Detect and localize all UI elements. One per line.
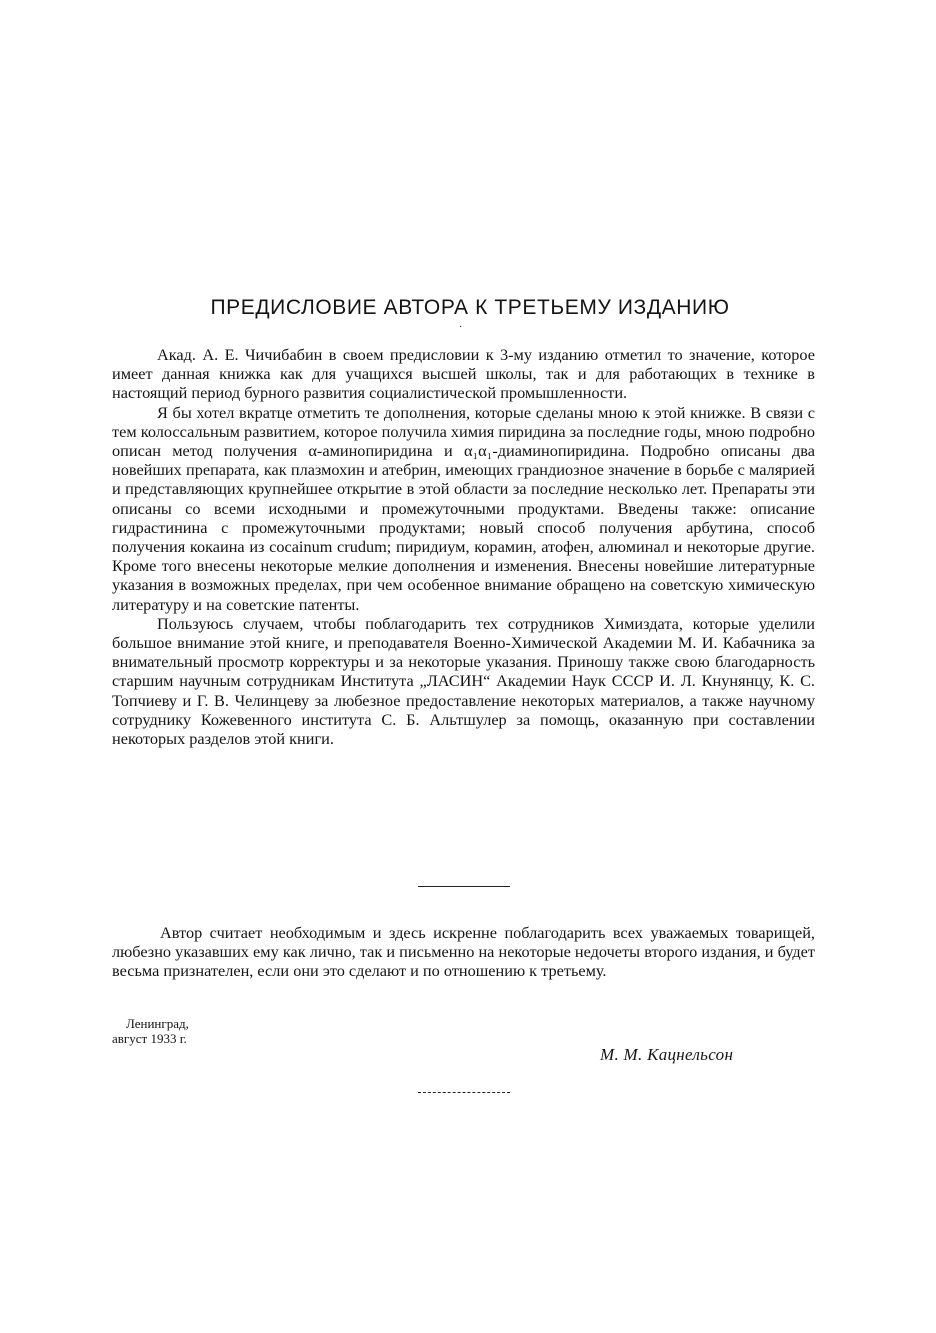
- page-title: ПРЕДИСЛОВИЕ АВТОРА К ТРЕТЬЕМУ ИЗДАНИЮ: [210, 296, 730, 319]
- paragraph-1: Акад. А. Е. Чичибабин в своем предисловии к 3-му изданию отметил то значение, которое имеет данная книжка как для учащихся высшей школы, так и для работающих в технике в настоящий период бурного развития социалистической промышленности.: [112, 345, 815, 403]
- end-divider: [418, 1092, 510, 1093]
- date: август 1933 г.: [112, 1031, 187, 1046]
- paragraph-3: Пользуюсь случаем, чтобы поблагодарить тех сотрудников Химиздата, которые уделили большое внимание этой книге, и преподавателя Военно-Химической Академии М. И. Кабачника за внимательный просмотр корректуры и за некоторые указания. Приношу также свою благодарность старшим научным сотрудникам Института „ЛАСИН“ Академии Наук СССР И. Л. Кнунянцу, К. С. Топчиеву и Г. В. Челинцеву за любезное предоставление некоторых материалов, а также научному сотруднику Кожевенного института С. Б. Альтшулер за помощь, оказанную при составлении некоторых разделов этой книги.: [112, 613, 815, 749]
- paragraph-2: Я бы хотел вкратце отметить те дополнения, которые сделаны мною к этой книжке. В связи с тем колоссальным развитием, которое получила химия пиридина за последние годы, мною подробно описан метод получения α-аминопиридина и α₁α₁-диаминопиридина. Подробно описаны два новейших препарата, как плазмохин и атебрин, имеющих грандиозное значение в борьбе с малярией и представляющих крупнейшее открытие в этой области за последние несколько лет. Препараты эти описаны со всеми исходными и промежуточными продуктами. Введены также: описание гидрастинина с промежуточными продуктами; новый способ получения арбутина, способ получения кокаина из cocainum crudum; пиридиум, корамин, атофен, алюминал и некоторые другие. Кроме того внесены некоторые мелкие дополнения и изменения. Внесены новейшие литературные указания в возможных пределах, при чем особенное внимание обращено на советскую химическую литературу и на советские патенты.: [112, 402, 815, 614]
- title-dot-ornament: ·: [459, 322, 463, 333]
- place-and-date: [112, 1016, 189, 1046]
- author-signature: М. М. Кацнельсон: [600, 1045, 734, 1064]
- afterword-paragraph: Автор считает необходимым и здесь искренне поблагодарить всех уважаемых товарищей, любезно указавших ему как лично, так и письменно на некоторые недочеты второго издания, и будет весьма признателен, если они это сделают и по отношению к третьему.: [112, 923, 815, 981]
- section-divider: [418, 886, 510, 887]
- place: Ленинград,: [126, 1016, 189, 1031]
- preface-body: [112, 345, 815, 748]
- afterword: [112, 923, 815, 981]
